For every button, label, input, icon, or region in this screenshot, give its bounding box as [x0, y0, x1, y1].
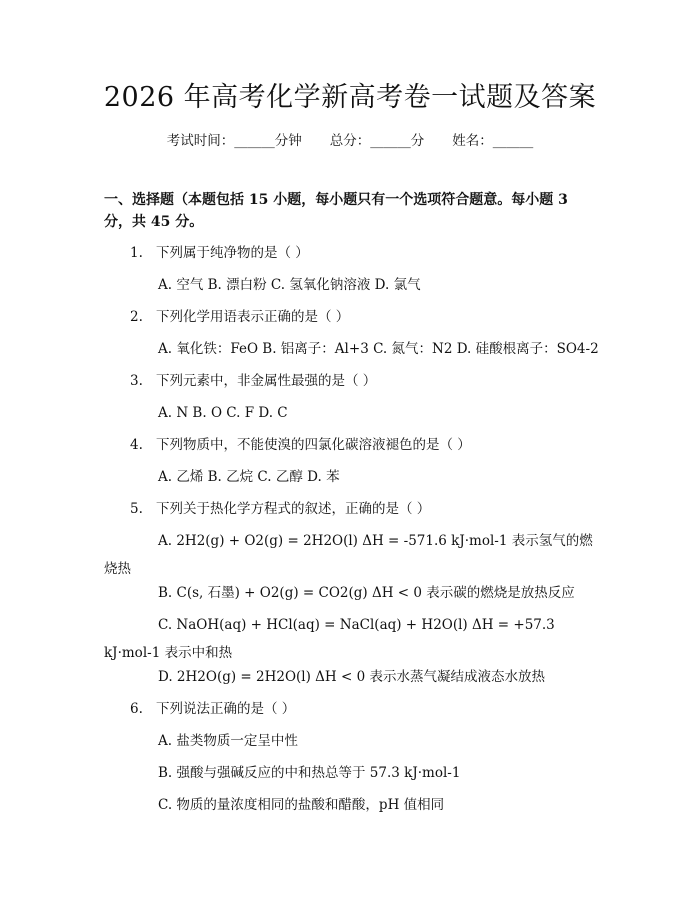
- student-name: 姓名：______: [452, 133, 534, 149]
- question-number: 6.: [130, 701, 143, 717]
- question-number: 1.: [130, 245, 143, 261]
- question-text: 下列物质中，不能使溴的四氯化碳溶液褪色的是（ ）: [156, 437, 471, 453]
- question-number: 2.: [130, 309, 143, 325]
- question-4: [130, 435, 471, 455]
- question-6-option-a: A. 盐类物质一定呈中性: [158, 733, 298, 749]
- question-text: 下列化学用语表示正确的是（ ）: [156, 309, 350, 325]
- question-5-option-a: A. 2H2(g) + O2(g) = 2H2O(l) ΔH = -571.6 kJ·mol-1 表示氢气的燃烧热: [104, 533, 593, 577]
- question-6-option-b: B. 强酸与强碱反应的中和热总等于 57.3 kJ·mol-1: [158, 765, 461, 781]
- exam-time: 考试时间：______分钟: [166, 133, 302, 149]
- question-6: [130, 699, 295, 719]
- question-text: 下列属于纯净物的是（ ）: [156, 245, 309, 261]
- question-number: 3.: [130, 373, 143, 389]
- question-5-option-b: B. C(s, 石墨) + O2(g) = CO2(g) ΔH < 0 表示碳的燃烧是放热反应: [158, 585, 575, 601]
- question-6-option-c: C. 物质的量浓度相同的盐酸和醋酸，pH 值相同: [158, 797, 445, 813]
- question-3: [130, 371, 376, 391]
- question-number: 5.: [130, 501, 143, 517]
- exam-score: 总分：______分: [329, 133, 425, 149]
- question-2: [130, 307, 349, 327]
- question-1-options: A. 空气 B. 漂白粉 C. 氢氧化钠溶液 D. 氯气: [158, 277, 421, 293]
- question-3-options: A. N B. O C. F D. C: [158, 405, 288, 421]
- question-5-option-d: D. 2H2O(g) = 2H2O(l) ΔH < 0 表示水蒸气凝结成液态水放热: [158, 669, 545, 685]
- question-text: 下列元素中，非金属性最强的是（ ）: [156, 373, 377, 389]
- question-1: [130, 243, 309, 263]
- section-heading: 一、选择题（本题包括 15 小题，每小题只有一个选项符合题意。每小题 3 分，共 45 分。: [104, 192, 568, 230]
- question-2-options: A. 氧化铁：FeO B. 铝离子：Al+3 C. 氮气：N2 D. 硅酸根离子：SO4-2: [158, 341, 599, 357]
- exam-meta: [0, 131, 700, 151]
- question-5: [130, 499, 430, 519]
- question-number: 4.: [130, 437, 143, 453]
- page-title: 2026 年高考化学新高考卷一试题及答案: [103, 82, 597, 113]
- question-text: 下列关于热化学方程式的叙述，正确的是（ ）: [156, 501, 431, 517]
- question-5-option-c: C. NaOH(aq) + HCl(aq) = NaCl(aq) + H2O(l) ΔH = +57.3 kJ·mol-1 表示中和热: [104, 617, 555, 661]
- question-text: 下列说法正确的是（ ）: [156, 701, 296, 717]
- question-4-options: A. 乙烯 B. 乙烷 C. 乙醇 D. 苯: [158, 469, 340, 485]
